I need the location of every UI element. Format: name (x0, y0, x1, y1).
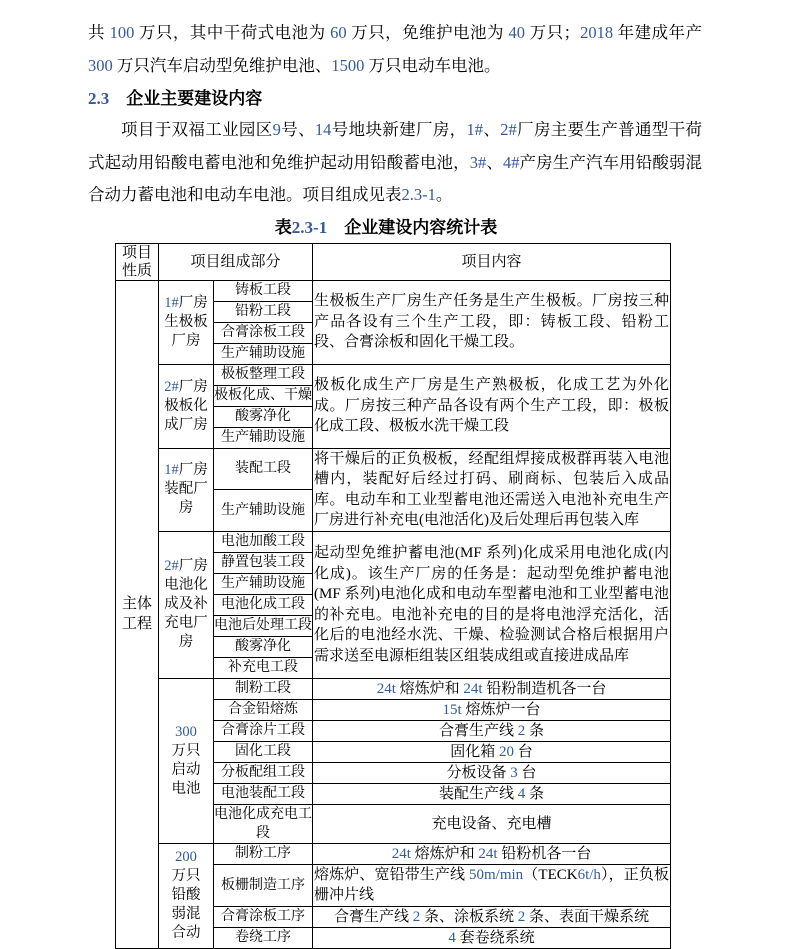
workshop-section-cell: 合金铅熔炼 (214, 699, 313, 720)
workshop-section-cell: 铸板工段 (214, 280, 313, 301)
workshop-name-cell: 2#厂房 极板化 成厂房 (159, 364, 214, 448)
workshop-section-cell: 合膏涂板工序 (214, 906, 313, 927)
number-text: 2018 (580, 23, 614, 42)
workshop-section-cell: 生产辅助设施 (214, 343, 313, 364)
workshop-name-cell: 300 万只 启动 电池 (159, 678, 214, 843)
intro-paragraph: 共 100 万只，其中干荷式电池为 60 万只，免维护电池为 40 万只；2018 年建成年产 300 万只汽车启动型免维护电池、1500 万只电动车电池。 (88, 23, 703, 75)
number-text: 4 (448, 929, 456, 946)
number-text: 2 (517, 722, 526, 739)
workshop-section-cell: 生产辅助设施 (214, 427, 313, 448)
workshop-section-cell: 电池装配工段 (214, 783, 313, 804)
number-text: 50m/min (469, 866, 524, 883)
table-row (116, 678, 671, 699)
workshop-section-cell: 酸雾净化 (214, 406, 313, 427)
project-content-cell: 24t 熔炼炉和 24t 铅粉机各一台 (313, 843, 671, 864)
workshop-section-cell: 合膏涂片工段 (214, 720, 313, 741)
number-text: 2# (500, 120, 517, 139)
table-caption: 表2.3-1 企业建设内容统计表 (274, 217, 498, 237)
workshop-section-cell: 生产辅助设施 (214, 490, 313, 532)
workshop-section-cell: 制粉工段 (214, 678, 313, 699)
number-text: 2# (164, 378, 179, 395)
number-text: 3 (510, 764, 518, 781)
project-content-cell: 合膏生产线 2 条 (313, 720, 671, 741)
number-text: 24t (463, 680, 483, 697)
project-content-cell: 充电设备、充电槽 (313, 804, 671, 843)
table-row (116, 364, 671, 385)
header-project-content: 项目内容 (313, 243, 671, 280)
project-content-cell: 将干燥后的正负极板，经配组焊接成极群再装入电池槽内，装配好后经过打码、刷商标、包装后入成品库。电动车和工业型蓄电池还需送入电池补充电生产厂房进行补充电(电池活化)及后处理后再包装入库 (313, 448, 671, 531)
section-heading: 2.3 企业主要建设内容 (88, 89, 263, 108)
number-text: 200 (175, 849, 197, 865)
workshop-section-cell: 合膏涂板工段 (214, 322, 313, 343)
number-text: 6t/h (577, 866, 601, 883)
workshop-name-cell: 200 万只 铅酸 弱混 合动 (159, 843, 214, 948)
workshop-section-cell: 电池化成充电工段 (214, 804, 313, 843)
number-text: 1# (466, 120, 484, 139)
workshop-section-cell: 电池加酸工段 (214, 531, 313, 552)
number-text: 100 (109, 23, 135, 42)
number-text: 1500 (331, 56, 365, 75)
project-content-cell: 合膏生产线 2 条、涂板系统 2 条、表面干燥系统 (313, 906, 671, 927)
number-text: 15t (442, 701, 462, 718)
workshop-name-cell: 2#厂房 电池化 成及补 充电厂 房 (159, 531, 214, 678)
workshop-section-cell: 酸雾净化 (214, 636, 313, 657)
workshop-section-cell: 卷绕工序 (214, 927, 313, 948)
project-content-cell: 分板设备 3 台 (313, 762, 671, 783)
workshop-section-cell: 铅粉工段 (214, 301, 313, 322)
table-row (116, 280, 671, 301)
project-nature-cell: 主体 工程 (116, 280, 159, 948)
project-content-cell: 极板化成生产厂房是生产熟极板，化成工艺为外化成。厂房按三种产品各设有两个生产工段，即：极板化成工段、极板水洗干燥工段 (313, 364, 671, 448)
number-text: 4 (517, 785, 526, 802)
table-row (116, 531, 671, 552)
number-text: 24t (376, 680, 396, 697)
workshop-section-cell: 生产辅助设施 (214, 573, 313, 594)
number-text: 40 (508, 23, 526, 42)
project-content-cell: 生极板生产厂房生产任务是生产生极板。厂房按三种产品各设有三个生产工段，即：铸板工段、铅粉工段、合膏涂板和固化干燥工段。 (313, 280, 671, 364)
number-text: 60 (330, 23, 347, 42)
workshop-name-cell: 1#厂房 装配厂 房 (159, 448, 214, 531)
table-header-row (116, 243, 671, 280)
workshop-section-cell: 固化工段 (214, 741, 313, 762)
workshop-section-cell: 极板化成、干燥 (214, 385, 313, 406)
number-text: 24t (391, 845, 411, 862)
number-text: 2 (412, 908, 421, 925)
number-text: 300 (175, 723, 197, 740)
project-content-cell: 熔炼炉、宽铅带生产线 50m/min（TECK6t/h），正负板栅冲片线 (313, 864, 671, 906)
number-text: 1# (164, 462, 179, 478)
body-paragraph: 项目于双福工业园区9号、14号地块新建厂房，1#、2#厂房主要生产普通型干荷式起动用铅酸电蓄电池和免维护起动用铅酸蓄电池，3#、4#产房生产汽车用铅酸弱混合动力蓄电池和电动车电池。项目组成见表2.3-1。 (88, 120, 703, 204)
workshop-section-cell: 制粉工序 (214, 843, 313, 864)
project-content-cell: 24t 熔炼炉和 24t 铅粉制造机各一台 (313, 678, 671, 699)
workshop-section-cell: 电池化成工段 (214, 594, 313, 615)
workshop-section-cell: 分板配组工段 (214, 762, 313, 783)
workshop-section-cell: 电池后处理工段 (214, 615, 313, 636)
project-content-cell: 4 套卷绕系统 (313, 927, 671, 948)
number-text: 4# (502, 152, 520, 172)
workshop-section-cell: 极板整理工段 (214, 364, 313, 385)
workshop-name-cell: 1#厂房 生极板 厂房 (159, 280, 214, 364)
number-text: 2# (164, 558, 179, 574)
number-text: 3# (469, 152, 487, 172)
workshop-section-cell: 静置包装工段 (214, 552, 313, 573)
project-content-cell: 起动型免维护蓄电池(MF 系列)化成采用电池化成(内化成)。该生产厂房的任务是：起动型免维护蓄电池(MF 系列)电池化成和电动车型蓄电池和工业型蓄电池的补充电。电池补充电的目的是将电池浮充活化，活化后的电池经水洗、干燥、检验测试合格后根据用户需求送至电源柜组装区组装成组或直接进成品库 (313, 531, 671, 678)
table-head (116, 243, 671, 280)
table-row (116, 843, 671, 864)
number-text: 24t (478, 845, 498, 862)
number-text: 14 (314, 120, 332, 139)
number-text: 1# (164, 294, 179, 311)
project-content-cell: 15t 熔炼炉一台 (313, 699, 671, 720)
construction-table (115, 243, 671, 949)
header-project-components: 项目组成部分 (159, 243, 313, 280)
number-text: 2.3 (88, 89, 110, 108)
table-body (116, 280, 671, 948)
number-text: 2 (517, 908, 526, 925)
workshop-section-cell: 补充电工段 (214, 657, 313, 678)
table-row (116, 448, 671, 490)
workshop-section-cell: 装配工段 (214, 448, 313, 490)
number-text: 9 (272, 120, 281, 139)
number-text: 2.3-1 (401, 185, 436, 204)
number-text: 20 (499, 743, 515, 760)
workshop-section-cell: 板栅制造工序 (214, 864, 313, 906)
number-text: 300 (88, 56, 113, 75)
header-project-nature: 项目性质 (116, 243, 159, 280)
project-content-cell: 装配生产线 4 条 (313, 783, 671, 804)
project-content-cell: 固化箱 20 台 (313, 741, 671, 762)
number-text: 2.3-1 (291, 217, 328, 237)
